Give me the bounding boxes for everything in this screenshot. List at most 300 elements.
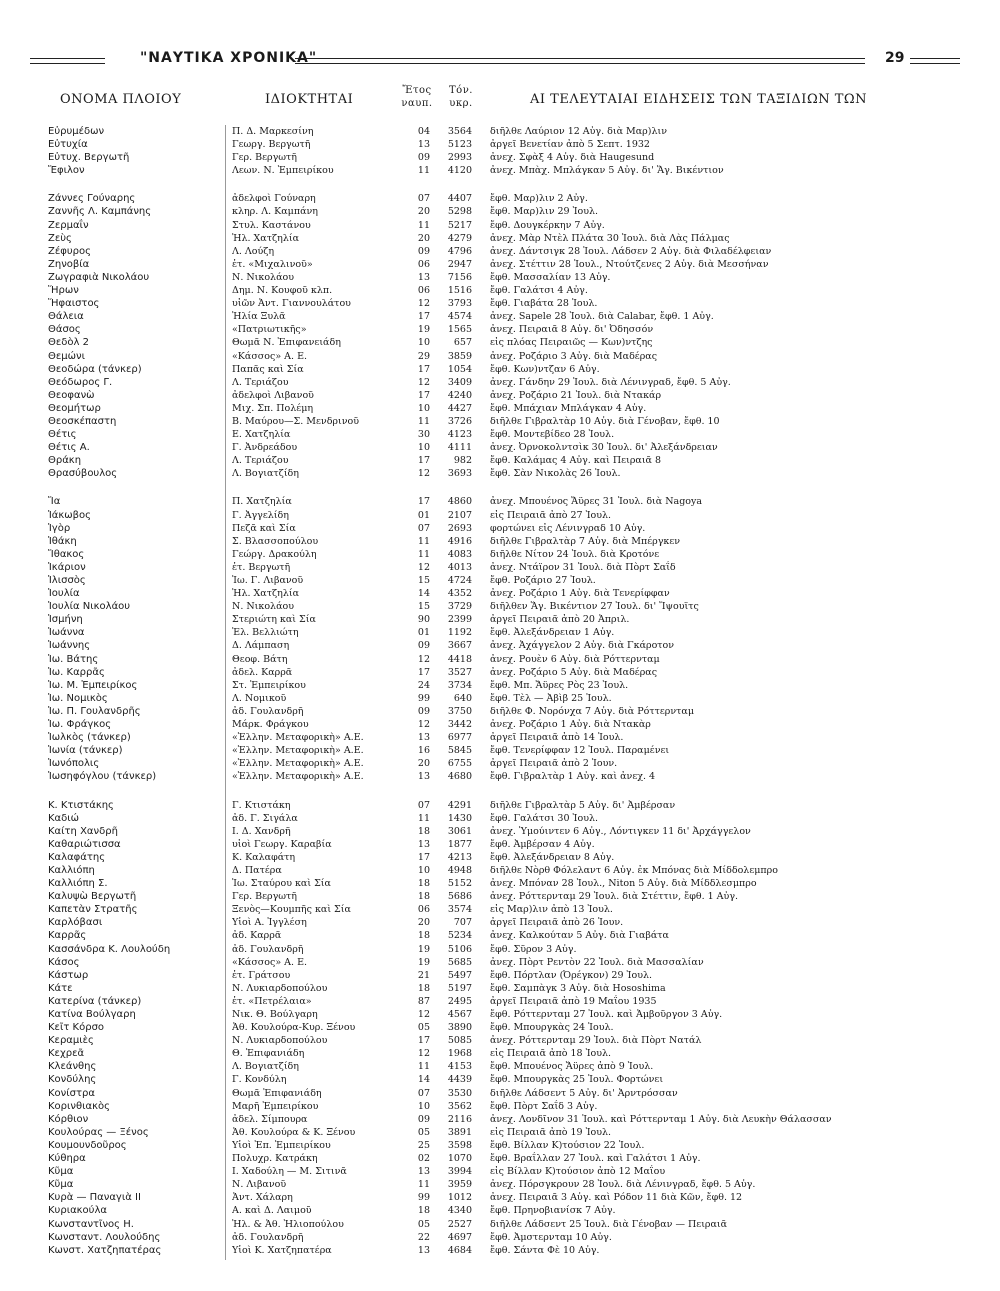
owner: Θεοφ. Βάτη bbox=[232, 653, 288, 665]
table-row bbox=[0, 1113, 1000, 1126]
latest-news: ἀργεῖ Πειραιᾶ ἀπὸ 19 Μαΐου 1935 bbox=[490, 995, 657, 1007]
owner: Δ. Πατέρα bbox=[232, 864, 282, 876]
latest-news: ἔφθ. Μπ. Ἄϋρες Ρὸς 23 Ἰουλ. bbox=[490, 679, 629, 691]
latest-news: ἔφθ. Πόρτλαν (Ὀρέγκον) 29 Ἰουλ. bbox=[490, 969, 653, 981]
table-row bbox=[0, 258, 1000, 271]
ship-name: Θεόδωρος Γ. bbox=[48, 376, 113, 388]
ship-name: Κάτε bbox=[48, 982, 73, 994]
column-header-tonnage: Τόν. υκρ. bbox=[449, 85, 473, 109]
owner: Ν. Νικολάου bbox=[232, 271, 294, 283]
tonnage: 5197 bbox=[447, 982, 472, 994]
ship-name: Ἰκάριον bbox=[48, 561, 86, 573]
tonnage: 3729 bbox=[447, 601, 472, 613]
tonnage: 640 bbox=[453, 692, 472, 704]
ship-name: Θέτις Α. bbox=[48, 442, 90, 454]
ship-group bbox=[0, 495, 1000, 783]
build-year: 29 bbox=[417, 350, 430, 362]
table-row bbox=[0, 890, 1000, 903]
latest-news: ἀνεχ. Μπὰχ. Μπλάγκαν 5 Αὐγ. δι' Ἅγ. Βικέντιον bbox=[490, 165, 724, 177]
latest-news: ἔφθ. Μπάχιαν Μπλάγκαν 4 Αὐγ. bbox=[490, 402, 647, 414]
tonnage: 5152 bbox=[447, 878, 472, 890]
build-year: 30 bbox=[417, 429, 430, 441]
build-year: 17 bbox=[417, 455, 430, 467]
page-header bbox=[30, 50, 960, 70]
owner: Ν. Νικολάου bbox=[232, 601, 294, 613]
latest-news: ἔφθ. Γιαβάτα 28 Ἰουλ. bbox=[490, 298, 598, 310]
latest-news: ἔφθ. Δουγκέρκην 7 Αὐγ. bbox=[490, 219, 605, 231]
table-row bbox=[0, 903, 1000, 916]
build-year: 09 bbox=[417, 705, 430, 717]
ship-name: Κουμουνδοῦρος bbox=[48, 1139, 127, 1151]
tonnage: 1565 bbox=[447, 324, 472, 336]
ship-name: Θεομήτωρ bbox=[48, 402, 101, 414]
build-year: 18 bbox=[417, 891, 430, 903]
ship-name: Κωνστ. Χατζηπατέρας bbox=[48, 1244, 162, 1256]
owner: Υἱοὶ Ἐπ. Ἐμπειρίκου bbox=[232, 1139, 331, 1151]
latest-news: εἰς Πειραιᾶ ἀπὸ 27 Ἰουλ. bbox=[490, 509, 612, 521]
owner: ἀδελ. Σίμπουρα bbox=[232, 1113, 308, 1125]
owner: υἱοὶ Γεωργ. Καραβία bbox=[232, 838, 332, 850]
table-row bbox=[0, 1165, 1000, 1178]
table-row bbox=[0, 495, 1000, 508]
build-year: 17 bbox=[417, 666, 430, 678]
latest-news: ἀργεῖ Πειραιᾶ ἀπὸ 14 Ἰουλ. bbox=[490, 732, 624, 744]
ship-name: Θεμώνι bbox=[48, 350, 85, 362]
owner: Παπᾶς καὶ Σία bbox=[232, 363, 304, 375]
ship-name: Ζέφυρος bbox=[48, 245, 91, 257]
latest-news: ἀνεχ. Μπόναν 28 Ἰουλ., Niton 5 Αὐγ. διὰ Μίδδλεσμπρο bbox=[490, 878, 757, 890]
ship-name: Κωνσταντ. Λουλούδης bbox=[48, 1231, 161, 1243]
table-row bbox=[0, 653, 1000, 666]
build-year: 21 bbox=[417, 969, 430, 981]
tonnage: 4083 bbox=[447, 548, 472, 560]
latest-news: ἔφθ. Γαλάτσι 30 Ἰουλ. bbox=[490, 812, 599, 824]
build-year: 04 bbox=[417, 126, 430, 137]
latest-news: ἀνεχ. Ροζάριο 1 Αὐγ. διὰ Τενερίφφαν bbox=[490, 588, 670, 600]
ship-name: Θεδὸλ 2 bbox=[48, 337, 89, 349]
build-year: 19 bbox=[417, 956, 430, 968]
tonnage: 4407 bbox=[447, 193, 472, 205]
ship-name: Κύθηρα bbox=[48, 1153, 86, 1165]
tonnage: 3442 bbox=[447, 719, 472, 731]
tonnage: 1192 bbox=[447, 627, 472, 639]
owner: ἀδ. Γουλανδρῆ bbox=[232, 1231, 304, 1243]
latest-news: ἀνεχ. Στέττιν 28 Ἰουλ., Ντούτζενες 2 Αὐγ. διὰ Μεσσήναν bbox=[490, 258, 769, 270]
latest-news: ἔφθ. Μπουένος Ἄϋρες ἀπὸ 9 Ἰουλ. bbox=[490, 1061, 654, 1073]
owner: Ν. Λυκιαρδοπούλου bbox=[232, 982, 328, 994]
tonnage: 2399 bbox=[447, 614, 472, 626]
tonnage: 5085 bbox=[447, 1035, 472, 1047]
build-year: 18 bbox=[417, 982, 430, 994]
owner: ἀδελφοὶ Γούναρη bbox=[232, 193, 316, 205]
table-row bbox=[0, 626, 1000, 639]
tonnage: 707 bbox=[453, 917, 472, 929]
build-year: 90 bbox=[417, 614, 430, 626]
latest-news: ἔφθ. Σαμπὰγκ 3 Αὐγ. διὰ Hososhima bbox=[490, 982, 666, 994]
table-row bbox=[0, 799, 1000, 812]
latest-news: διῆλθε Γιβραλτὰρ 5 Αὐγ. δι' Ἀμβέρσαν bbox=[490, 799, 676, 811]
table-row bbox=[0, 271, 1000, 284]
journal-title: "ΝΑΥΤΙΚΑ ΧΡΟΝΙΚΑ" bbox=[140, 50, 318, 66]
table-row bbox=[0, 1008, 1000, 1021]
owner: Λ. Νομικοῦ bbox=[232, 692, 287, 704]
owner: «Ἑλλην. Μεταφορικὴ» Α.Ε. bbox=[232, 758, 364, 770]
table-row bbox=[0, 1244, 1000, 1257]
table-row bbox=[0, 916, 1000, 929]
owner: Μαρῆ Ἐμπειρίκου bbox=[232, 1100, 319, 1112]
tonnage: 3891 bbox=[447, 1126, 472, 1138]
ship-group bbox=[0, 192, 1000, 480]
latest-news: διῆλθε Νίτον 24 Ἰουλ. διὰ Κροτόνε bbox=[490, 548, 660, 560]
build-year: 05 bbox=[417, 1126, 430, 1138]
tonnage: 3859 bbox=[447, 350, 472, 362]
owner: «Κάσσος» Α. Ε. bbox=[232, 956, 308, 968]
build-year: 99 bbox=[417, 692, 430, 704]
owner: ἐτ. «Πετρέλαια» bbox=[232, 995, 312, 1007]
owner: Στ. Ἐμπειρίκου bbox=[232, 679, 306, 691]
latest-news: ἔφθ. Καλάμας 4 Αὐγ. καὶ Πειραιᾶ 8 bbox=[490, 455, 662, 467]
tonnage: 4574 bbox=[447, 311, 472, 323]
tonnage: 4013 bbox=[447, 561, 472, 573]
owner: Δ. Λάμπαση bbox=[232, 640, 290, 652]
table-row bbox=[0, 969, 1000, 982]
owner: Θωμᾶ Ν. Ἐπιφανειάδη bbox=[232, 337, 341, 349]
table-row bbox=[0, 561, 1000, 574]
build-year: 02 bbox=[417, 1153, 430, 1165]
build-year: 01 bbox=[417, 627, 430, 639]
owner: Ξενὸς—Κουμπῆς καὶ Σία bbox=[232, 904, 351, 916]
tonnage: 2116 bbox=[447, 1113, 472, 1125]
build-year: 13 bbox=[417, 771, 430, 783]
tonnage: 4213 bbox=[447, 851, 472, 863]
latest-news: ἀνεχ. Ρόττερνταμ 29 Ἰουλ. διὰ Στέττιν, ἔφθ. 1 Αὐγ. bbox=[490, 891, 739, 903]
ship-name: Ἰουλία Νικολάου bbox=[48, 601, 131, 613]
latest-news: ἀνεχ. Πειραιᾶ 3 Αὐγ. καὶ Ρόδον 11 διὰ Κῶν, ἔφθ. 12 bbox=[490, 1192, 743, 1204]
table-row bbox=[0, 1139, 1000, 1152]
ship-name: Ζάννες Γούναρης bbox=[48, 193, 136, 205]
tonnage: 4724 bbox=[447, 575, 472, 586]
tonnage: 4291 bbox=[447, 799, 472, 811]
tonnage: 3530 bbox=[447, 1087, 472, 1099]
header-rule-middle bbox=[295, 58, 865, 64]
ship-name: Καλλιόπη bbox=[48, 864, 95, 876]
build-year: 12 bbox=[417, 561, 430, 573]
page-number: 29 bbox=[885, 50, 905, 66]
tonnage: 3564 bbox=[447, 126, 472, 137]
owner: Γερ. Βεργωτῆ bbox=[232, 152, 297, 164]
tonnage: 1070 bbox=[447, 1153, 472, 1165]
table-row bbox=[0, 1204, 1000, 1217]
ship-name: Κ. Κτιστάκης bbox=[48, 799, 114, 811]
owner: Λεων. Ν. Ἐμπειρίκου bbox=[232, 165, 334, 177]
ship-name: Καίτη Χανδρῆ bbox=[48, 825, 118, 837]
ship-name: Κλεάνθης bbox=[48, 1061, 97, 1073]
ship-name: Καπετὰν Στρατῆς bbox=[48, 904, 138, 916]
ship-name: Κασσάνδρα Κ. Λουλούδη bbox=[48, 943, 171, 955]
owner: ἀδ. Γουλανδρῆ bbox=[232, 943, 304, 955]
build-year: 13 bbox=[417, 271, 430, 283]
owner: Γ. Ἀνδρεάδου bbox=[232, 442, 298, 454]
table-row bbox=[0, 1100, 1000, 1113]
latest-news: ἔφθ. Κων)ντζαν 6 Αὐγ. bbox=[490, 363, 600, 375]
table-row bbox=[0, 428, 1000, 441]
table-row bbox=[0, 587, 1000, 600]
ship-name: Θράκη bbox=[48, 455, 82, 467]
latest-news: ἔφθ. Μαρ)λιν 2 Αὐγ. bbox=[490, 193, 588, 205]
tonnage: 4153 bbox=[447, 1061, 472, 1073]
tonnage: 4948 bbox=[447, 864, 472, 876]
tonnage: 3598 bbox=[447, 1139, 472, 1151]
ship-name: Ζηνοβία bbox=[48, 258, 90, 270]
owner: ἀδελφοὶ Λιβανοῦ bbox=[232, 389, 314, 401]
latest-news: εἰς Βίλλαν Κ)τούσιον ἀπὸ 12 Μαΐου bbox=[490, 1166, 666, 1178]
latest-news: ἔφθ. Βραΐλλαν 27 Ἰουλ. καὶ Γαλάτσι 1 Αὐγ. bbox=[490, 1153, 701, 1165]
latest-news: ἔφθ. Μασσαλίαν 13 Αὐγ. bbox=[490, 271, 611, 283]
latest-news: ἔφθ. Σῦρον 3 Αὐγ. bbox=[490, 943, 577, 955]
latest-news: διῆλθε Φ. Νορόνχα 7 Αὐγ. διὰ Ρόττερνταμ bbox=[490, 705, 694, 717]
ship-name: Θεοδώρα (τάνκερ) bbox=[48, 363, 142, 375]
table-row bbox=[0, 1073, 1000, 1086]
latest-news: εἰς Πειραιᾶ ἀπὸ 19 Ἰουλ. bbox=[490, 1126, 612, 1138]
owner: Πεζᾶ καὶ Σία bbox=[232, 522, 296, 534]
table-row bbox=[0, 877, 1000, 890]
ship-name: Ἴα bbox=[48, 496, 61, 508]
build-year: 07 bbox=[417, 799, 430, 811]
build-year: 18 bbox=[417, 930, 430, 942]
table-row bbox=[0, 1231, 1000, 1244]
table-row bbox=[0, 125, 1000, 138]
tonnage: 5217 bbox=[447, 219, 472, 231]
build-year: 14 bbox=[417, 1074, 430, 1086]
column-header-owners: ΙΔΙΟΚΤΗΤΑΙ bbox=[265, 92, 354, 107]
tonnage: 1516 bbox=[447, 285, 472, 297]
latest-news: ἀνεχ. Καλκούταν 5 Αὐγ. διὰ Γιαβάτα bbox=[490, 930, 669, 942]
ship-name: Θεοφανὼ bbox=[48, 389, 95, 401]
tonnage: 5845 bbox=[447, 745, 472, 757]
build-year: 13 bbox=[417, 1166, 430, 1178]
owner: Δημ. Ν. Κουφοῦ κλπ. bbox=[232, 285, 333, 297]
build-year: 11 bbox=[417, 219, 430, 231]
header-rule-right bbox=[910, 58, 960, 64]
owner: Γ. Κονδύλη bbox=[232, 1074, 287, 1086]
ship-name: Ἥρων bbox=[48, 285, 79, 297]
latest-news: ἔφθ. Πὸρτ Σαΐδ 3 Αὐγ. bbox=[490, 1100, 598, 1112]
latest-news: ἀνεχ. Δάντσιγκ 28 Ἰουλ. Λάδσεν 2 Αὐγ. διὰ Φιλαδέλφειαν bbox=[490, 245, 772, 257]
owner: Υἱοὶ Κ. Χατζηπατέρα bbox=[232, 1244, 332, 1256]
ship-name: Ἰωάννα bbox=[48, 627, 85, 639]
ship-name: Ἰωνία (τάνκερ) bbox=[48, 745, 123, 757]
build-year: 11 bbox=[417, 1061, 430, 1073]
tonnage: 5298 bbox=[447, 206, 472, 218]
table-row bbox=[0, 192, 1000, 205]
table-row bbox=[0, 415, 1000, 428]
tonnage: 4352 bbox=[447, 588, 472, 600]
latest-news: ἔφθ. Ἀλεξάνδρειαν 8 Αὐγ. bbox=[490, 851, 615, 863]
column-header-year: Ἔτος ναυπ. bbox=[401, 85, 433, 109]
tonnage: 5685 bbox=[447, 956, 472, 968]
build-year: 25 bbox=[417, 1139, 430, 1151]
latest-news: διῆλθε Λάδσεντ 25 Ἰουλ. διὰ Γένοβαν — Πειραιᾶ bbox=[490, 1218, 728, 1230]
latest-news: διῆλθε Γιβραλτὰρ 10 Αὐγ. διὰ Γένοβαν, ἔφθ. 10 bbox=[490, 415, 720, 427]
build-year: 20 bbox=[417, 232, 430, 244]
table-row bbox=[0, 297, 1000, 310]
table-row bbox=[0, 679, 1000, 692]
owner: Πολυχρ. Κατράκη bbox=[232, 1153, 318, 1165]
ship-group bbox=[0, 799, 1000, 1257]
build-year: 19 bbox=[417, 324, 430, 336]
build-year: 06 bbox=[417, 285, 430, 297]
owner: Ἰω. Γ. Λιβανοῦ bbox=[232, 575, 304, 586]
latest-news: ἀργεῖ Πειραιᾶ ἀπὸ 20 Ἀπριλ. bbox=[490, 614, 630, 626]
build-year: 16 bbox=[417, 745, 430, 757]
build-year: 10 bbox=[417, 1100, 430, 1112]
owner: ἀδ. Γουλανδρῆ bbox=[232, 705, 304, 717]
latest-news: ἔφθ. Μοντεβίδεο 28 Ἰουλ. bbox=[490, 429, 615, 441]
ship-name: Κορινθιακὸς bbox=[48, 1100, 110, 1112]
owner: Λ. Βογιατζίδη bbox=[232, 1061, 299, 1073]
latest-news: ἔφθ. Πρηνοβιανίσκ 7 Αὐγ. bbox=[490, 1205, 616, 1217]
table-row bbox=[0, 363, 1000, 376]
tonnage: 6977 bbox=[447, 732, 472, 744]
latest-news: ἀνεχ. Ροζάριο 1 Αὐγ. διὰ Ντακὰρ bbox=[490, 719, 651, 731]
latest-news: διῆλθε Νὸρθ Φόλελαντ 6 Αὐγ. ἐκ Μπόνας διὰ Μίδδολεμπρο bbox=[490, 864, 778, 876]
latest-news: ἔφθ. Ροζάριο 27 Ἰουλ. bbox=[490, 575, 596, 586]
tonnage: 4684 bbox=[447, 1244, 472, 1256]
owner: Λ. Λούζη bbox=[232, 245, 275, 257]
latest-news: ἀργεῖ Πειραιᾶ ἀπὸ 26 Ἰουν. bbox=[490, 917, 624, 929]
table-row bbox=[0, 1178, 1000, 1191]
latest-news: ἔφθ. Γαλάτσι 4 Αὐγ. bbox=[490, 285, 588, 297]
owner: Γ. Ἀγγελίδη bbox=[232, 509, 289, 521]
ship-group bbox=[0, 125, 1000, 177]
build-year: 13 bbox=[417, 139, 430, 151]
table-row bbox=[0, 323, 1000, 336]
latest-news: ἀνεχ. Ρόττερνταμ 29 Ἰουλ. διὰ Πὸρτ Νατάλ bbox=[490, 1035, 702, 1047]
owner: Γεώργ. Δρακούλη bbox=[232, 548, 317, 560]
build-year: 13 bbox=[417, 732, 430, 744]
tonnage: 982 bbox=[453, 455, 472, 467]
table-row bbox=[0, 825, 1000, 838]
table-row bbox=[0, 757, 1000, 770]
latest-news: ἔφθ. Ἀμστερνταμ 10 Αὐγ. bbox=[490, 1231, 612, 1243]
table-row bbox=[0, 864, 1000, 877]
ship-name: Θρασύβουλος bbox=[48, 468, 118, 480]
latest-news: φορτώνει εἰς Λένινγραδ 10 Αὐγ. bbox=[490, 522, 646, 534]
ship-name: Κυρὰ — Παναγιὰ ΙΙ bbox=[48, 1192, 141, 1204]
owner: ἀδ. Καρρᾶ bbox=[232, 930, 282, 942]
ship-name: Κυριακούλα bbox=[48, 1205, 107, 1217]
build-year: 10 bbox=[417, 442, 430, 454]
build-year: 20 bbox=[417, 917, 430, 929]
build-year: 99 bbox=[417, 1192, 430, 1204]
build-year: 09 bbox=[417, 640, 430, 652]
tonnage: 6755 bbox=[447, 758, 472, 770]
latest-news: ἔφθ. Μπουργκὰς 24 Ἰουλ. bbox=[490, 1022, 614, 1034]
owner: Ν. Λιβανοῦ bbox=[232, 1179, 287, 1191]
ship-name: Κωνσταντῖνος Η. bbox=[48, 1218, 134, 1230]
latest-news: ἀνεχ. Πειραιᾶ 8 Αὐγ. δι' Ὀδησσόν bbox=[490, 324, 654, 336]
owner: Γ. Κτιστάκη bbox=[232, 799, 291, 811]
table-row bbox=[0, 1218, 1000, 1231]
ship-name: Ἰω. Μ. Ἐμπειρίκος bbox=[48, 679, 138, 691]
owner: Ἠλ. & Ἀθ. Ἠλιοπούλου bbox=[232, 1218, 344, 1230]
ship-name: Κατερίνα (τάνκερ) bbox=[48, 995, 142, 1007]
owner: Ἰω. Σταύρου καὶ Σία bbox=[232, 878, 331, 890]
latest-news: ἀνεχ. Λονδῖνον 31 Ἰουλ. καὶ Ρόττερνταμ 1 Αὐγ. διὰ Λευκὴν Θάλασσαν bbox=[490, 1113, 832, 1125]
build-year: 22 bbox=[417, 1231, 430, 1243]
table-row bbox=[0, 744, 1000, 757]
table-row bbox=[0, 509, 1000, 522]
ship-name: Θέτις bbox=[48, 429, 77, 441]
table-row bbox=[0, 219, 1000, 232]
ship-name: Κῦμα bbox=[48, 1179, 74, 1191]
owner: ἐτ. Βεργωτῆ bbox=[232, 561, 291, 573]
table-row bbox=[0, 1152, 1000, 1165]
tonnage: 4916 bbox=[447, 535, 472, 547]
build-year: 12 bbox=[417, 1009, 430, 1020]
build-year: 17 bbox=[417, 389, 430, 401]
owner: Π. Δ. Μαρκεσίνη bbox=[232, 126, 314, 137]
tonnage: 4418 bbox=[447, 653, 472, 665]
ship-name: Κάστωρ bbox=[48, 969, 89, 981]
owner: Ι. Δ. Χανδρῆ bbox=[232, 825, 291, 837]
tonnage: 3994 bbox=[447, 1166, 472, 1178]
tonnage: 1877 bbox=[447, 838, 472, 850]
ship-name: Κάσος bbox=[48, 956, 80, 968]
tonnage: 5234 bbox=[447, 930, 472, 942]
build-year: 09 bbox=[417, 152, 430, 164]
tonnage: 3959 bbox=[447, 1179, 472, 1191]
latest-news: ἔφθ. Τὲλ — Ἀβὶβ 25 Ἰουλ. bbox=[490, 692, 612, 704]
tonnage: 4567 bbox=[447, 1009, 472, 1020]
latest-news: ἀνεχ. Ὑμούιντεν 6 Αὐγ., Λόντιγκεν 11 δι' Ἀρχάγγελον bbox=[490, 825, 751, 837]
tonnage: 3667 bbox=[447, 640, 472, 652]
owner: Ν. Λυκιαρδοπούλου bbox=[232, 1035, 328, 1047]
tonnage: 3793 bbox=[447, 298, 472, 310]
table-row bbox=[0, 467, 1000, 480]
latest-news: ἀνεχ. Ὀρνοκολντσὶκ 30 Ἰουλ. δι' Ἀλεξάνδρειαν bbox=[490, 442, 718, 454]
ship-name: Κεχρεᾶ bbox=[48, 1048, 85, 1060]
owner: ἐτ. «Μιχαλινοῦ» bbox=[232, 258, 313, 270]
table-row bbox=[0, 692, 1000, 705]
table-row bbox=[0, 718, 1000, 731]
tonnage: 4680 bbox=[447, 771, 472, 783]
build-year: 12 bbox=[417, 298, 430, 310]
tonnage: 657 bbox=[453, 337, 472, 349]
tonnage: 3409 bbox=[447, 376, 472, 388]
tonnage: 4796 bbox=[447, 245, 472, 257]
build-year: 07 bbox=[417, 193, 430, 205]
build-year: 07 bbox=[417, 1087, 430, 1099]
owner: Λ. Τεριάζου bbox=[232, 455, 289, 467]
build-year: 05 bbox=[417, 1022, 430, 1034]
build-year: 17 bbox=[417, 1035, 430, 1047]
build-year: 17 bbox=[417, 851, 430, 863]
ship-name: Ἰθάκη bbox=[48, 535, 77, 547]
build-year: 12 bbox=[417, 653, 430, 665]
ship-name: Ἰωλκὸς (τάνκερ) bbox=[48, 732, 131, 744]
ship-name: Ἰω. Νομικὸς bbox=[48, 692, 108, 704]
ship-name: Ἰωάννης bbox=[48, 640, 91, 652]
ship-name: Θάλεια bbox=[48, 311, 84, 323]
tonnage: 3890 bbox=[447, 1022, 472, 1034]
latest-news: εἰς Πειραιᾶ ἀπὸ 18 Ἰουλ. bbox=[490, 1048, 612, 1060]
ship-name: Ἥφαιστος bbox=[48, 298, 100, 310]
ship-name: Ἰγὸρ bbox=[48, 522, 71, 534]
table-row bbox=[0, 943, 1000, 956]
build-year: 12 bbox=[417, 1048, 430, 1060]
owner: Ἠλία Ξυλᾶ bbox=[232, 311, 286, 323]
